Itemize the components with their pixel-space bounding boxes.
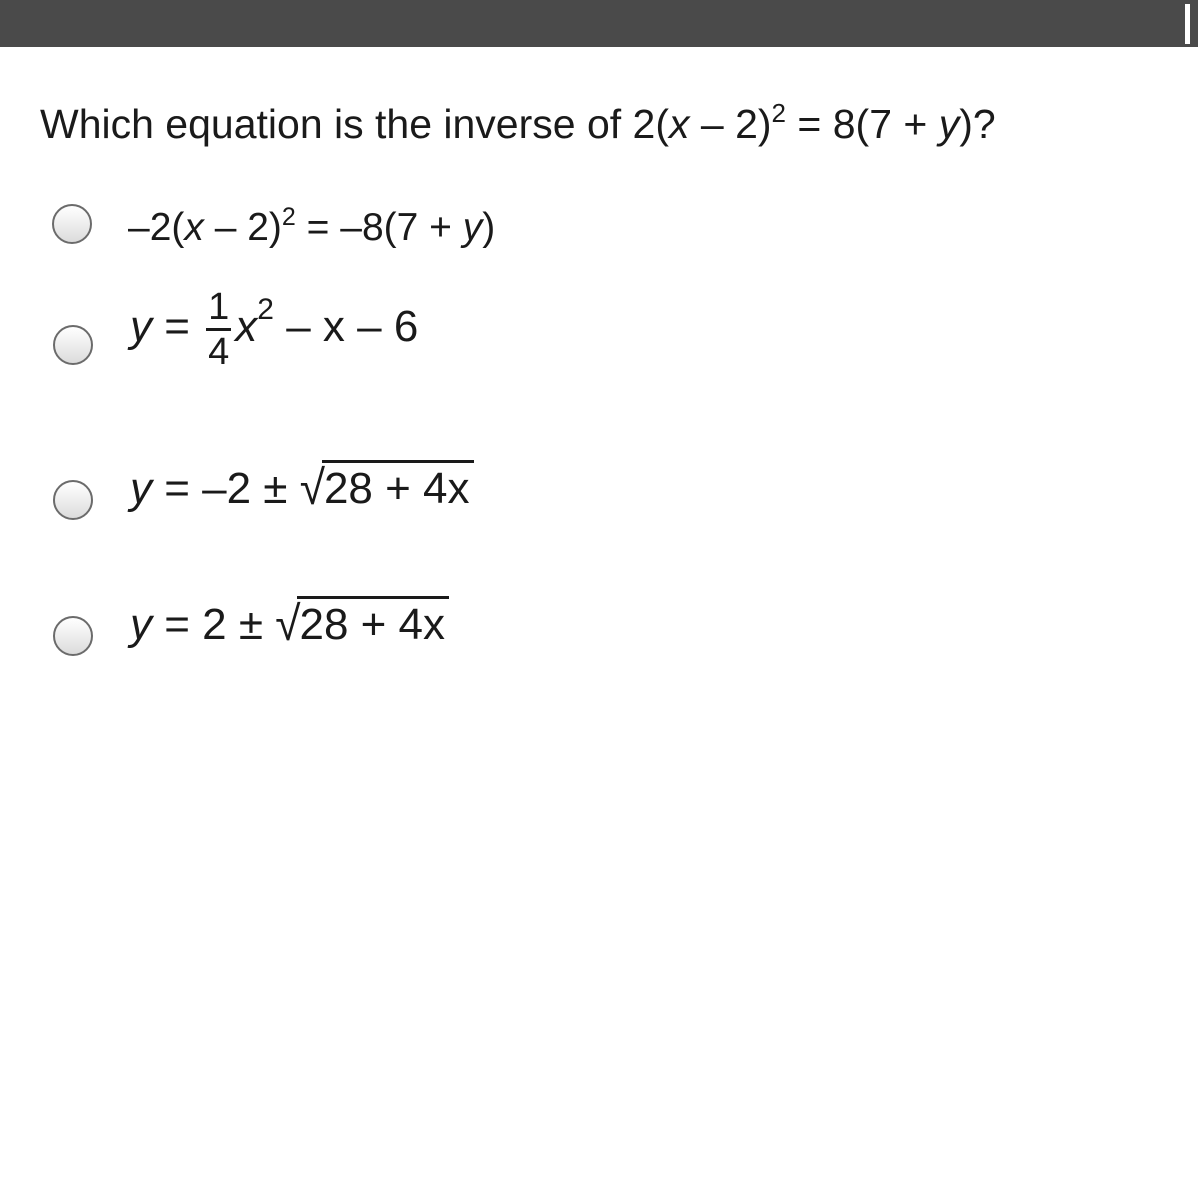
radio-option-b[interactable] bbox=[53, 325, 93, 365]
radio-option-d[interactable] bbox=[53, 616, 93, 656]
radio-option-c[interactable] bbox=[53, 480, 93, 520]
top-toolbar bbox=[0, 0, 1198, 47]
radical-icon: √ bbox=[275, 595, 301, 651]
question-text: Which equation is the inverse of 2(x – 2)$^2$ = 8(7 + y)? bbox=[40, 98, 996, 147]
square-root: √28 + 4x bbox=[275, 596, 449, 651]
option-b-label[interactable]: y = $\frac{1}{4}$ $x^2$ – x – 6 bbox=[130, 286, 419, 373]
toolbar-edge-marker bbox=[1185, 4, 1190, 44]
option-c-label[interactable]: y = –2 ± √28 + 4x bbox=[130, 460, 474, 515]
radio-option-a[interactable] bbox=[52, 204, 92, 244]
option-d-label[interactable]: y = 2 ± √28 + 4x bbox=[130, 596, 449, 651]
radical-icon: √ bbox=[299, 459, 325, 515]
square-root: √28 + 4x bbox=[300, 460, 474, 515]
option-a-label[interactable]: –2(x – 2)$^2$ = –8(7 + y) bbox=[128, 203, 496, 249]
fraction-one-quarter: $\frac{1}{4}$ bbox=[208, 286, 230, 373]
